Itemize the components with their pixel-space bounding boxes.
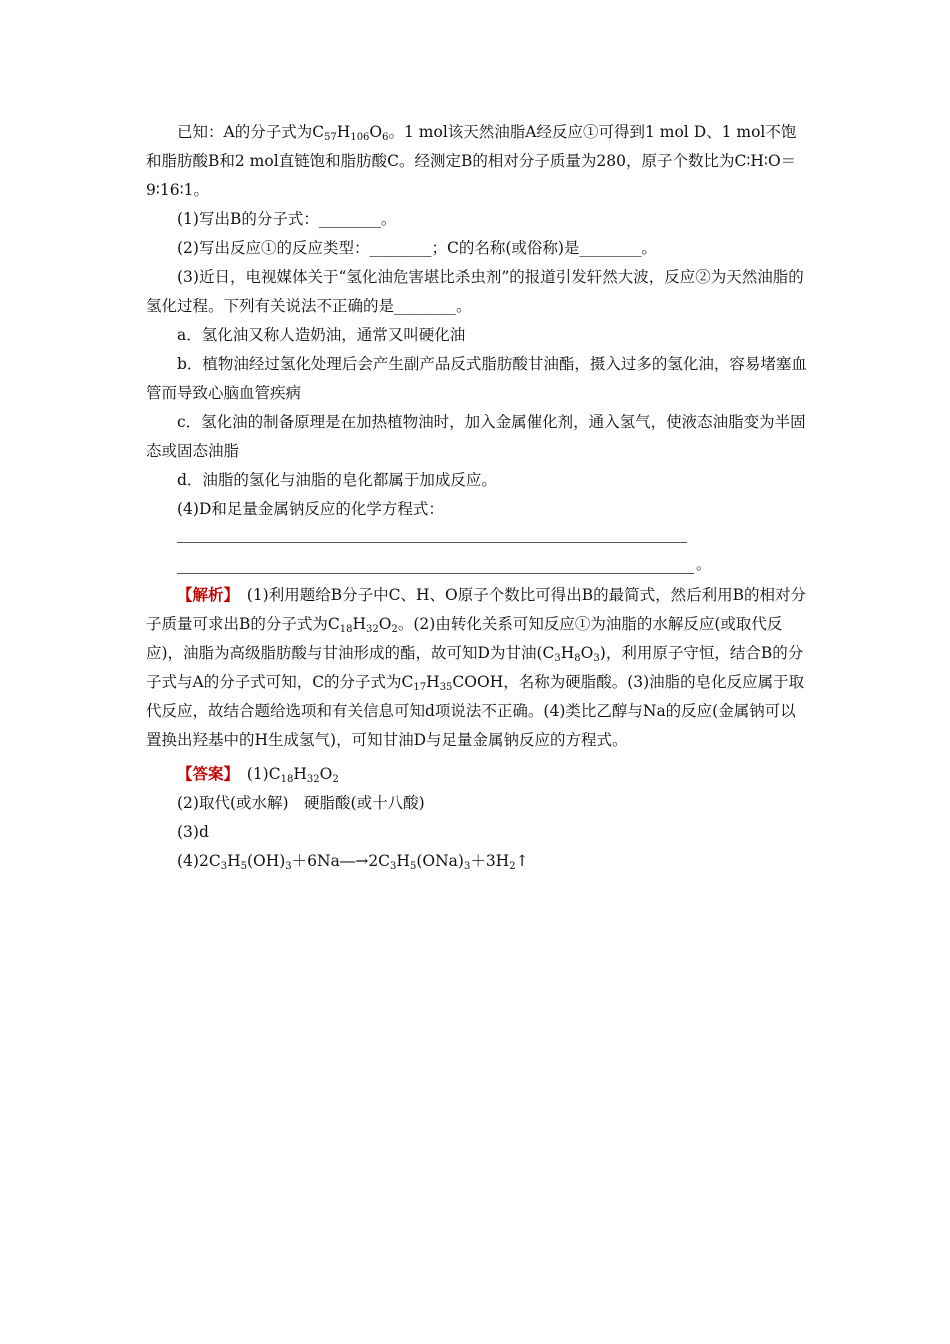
subscript: 5 <box>409 861 417 872</box>
answer-line-2: (2)取代(或水解) 硬脂酸(或十八酸) <box>177 794 425 812</box>
analysis-text: 。(2)由转化关系可知反应①为油脂的水解反应(或取代反应)，油脂为高级脂肪酸与甘油形成的酯，故可知D为甘油(C <box>146 615 783 662</box>
subscript: 32 <box>366 624 379 635</box>
subscript: 2 <box>391 624 398 635</box>
analysis-label: 【解析】 <box>177 585 232 604</box>
subscript: 18 <box>339 624 353 635</box>
subscript: 5 <box>240 861 247 872</box>
answer-text: ＋3H <box>470 852 510 870</box>
analysis-text: O <box>580 644 594 662</box>
answer-text: O <box>319 765 333 783</box>
answer-text: (ONa) <box>416 852 464 870</box>
analysis-text: COOH，名称为硬脂酸。(3)油脂的皂化反应属于取代反应，故结合题给选项和有关信息可知d项说法不正确。(4)类比乙醇与Na的反应(金属钠可以置换出羟基中的H生成氢气)，可知甘油D与足量金属钠反应的方程式。 <box>146 673 805 749</box>
subscript: 57 <box>324 132 337 143</box>
subscript: 2 <box>509 861 516 872</box>
answer-line-3: (3)d <box>177 823 209 841</box>
answer-text: H <box>227 852 241 870</box>
answer-label: 【答案】 <box>177 764 232 783</box>
intro-text: 。1 mol该天然油脂A经反应①可得到1 mol D、1 mol不饱和脂肪酸B和2 mol直链饱和脂肪酸C。经测定B的相对分子质量为280，原子个数比为C∶H∶O＝9∶16∶1。 <box>146 123 797 199</box>
answer-text: (OH) <box>246 852 286 870</box>
option-a: a．氢化油又称人造奶油，通常又叫硬化油 <box>177 326 466 344</box>
subscript: 2 <box>332 774 339 785</box>
answer-blank-line-2 <box>177 555 694 574</box>
answer-text: (1)C <box>231 765 281 783</box>
option-d: d．油脂的氢化与油脂的皂化都属于加成反应。 <box>177 471 497 489</box>
option-b: b．植物油经过氢化处理后会产生副产品反式脂肪酸甘油酯，摄入过多的氢化油，容易堵塞血管而导致心脑血管疾病 <box>146 355 807 402</box>
answer-line-1 <box>146 759 810 789</box>
intro-text: 已知：A的分子式为C <box>177 123 325 141</box>
subscript: 32 <box>306 774 320 785</box>
subscript: 18 <box>280 774 294 785</box>
subscript: 6 <box>382 132 389 143</box>
analysis-text: (1)利用题给B分子中C、H、O原子个数比可得出B的最简式，然后利用B的相对分子质量可求出B的分子式为C <box>146 586 806 633</box>
option-c: c．氢化油的制备原理是在加热植物油时，加入金属催化剂，通入氢气，使液态油脂变为半固态或固态油脂 <box>146 413 806 460</box>
document-content <box>146 118 810 876</box>
question-4-end: 。 <box>696 555 712 573</box>
subscript: 3 <box>593 653 600 664</box>
answer-blank-line-2-row <box>177 553 810 574</box>
question-1: (1)写出B的分子式：________。 <box>177 210 397 228</box>
intro-text: H <box>336 123 351 141</box>
subscript: 35 <box>439 682 453 693</box>
analysis-text: H <box>352 615 367 633</box>
gas-arrow: ↑ <box>515 852 529 870</box>
subscript: 106 <box>350 132 370 143</box>
question-4: (4)D和足量金属钠反应的化学方程式： <box>177 500 444 518</box>
subscript: 8 <box>574 653 581 664</box>
answer-text: ＋6Na―→2C <box>291 852 391 870</box>
subscript: 3 <box>390 861 397 872</box>
answer-blank-line-1 <box>177 524 687 543</box>
analysis-text: H <box>560 644 575 662</box>
analysis-text: H <box>426 673 440 691</box>
analysis-text: )，利用原子守恒，结合B的分子式与A的分子式可知，C的分子式为C <box>146 644 804 691</box>
subscript: 3 <box>220 861 228 872</box>
answer-text: H <box>396 852 410 870</box>
question-3: (3)近日，电视媒体关于“氢化油危害堪比杀虫剂”的报道引发轩然大波，反应②为天然油脂的氢化过程。下列有关说法不正确的是________。 <box>146 268 804 315</box>
answer-text: H <box>293 765 307 783</box>
subscript: 3 <box>554 653 561 664</box>
answer-text: (4)2C <box>177 852 221 870</box>
intro-text: O <box>369 123 383 141</box>
subscript: 3 <box>463 861 471 872</box>
answer-line-4 <box>146 847 810 876</box>
subscript: 3 <box>285 861 292 872</box>
analysis-text: O <box>378 615 392 633</box>
subscript: 17 <box>413 682 427 693</box>
question-2: (2)写出反应①的反应类型：________；C的名称(或俗称)是________。 <box>177 239 657 257</box>
intro-paragraph <box>146 118 810 205</box>
analysis-paragraph <box>146 580 810 755</box>
